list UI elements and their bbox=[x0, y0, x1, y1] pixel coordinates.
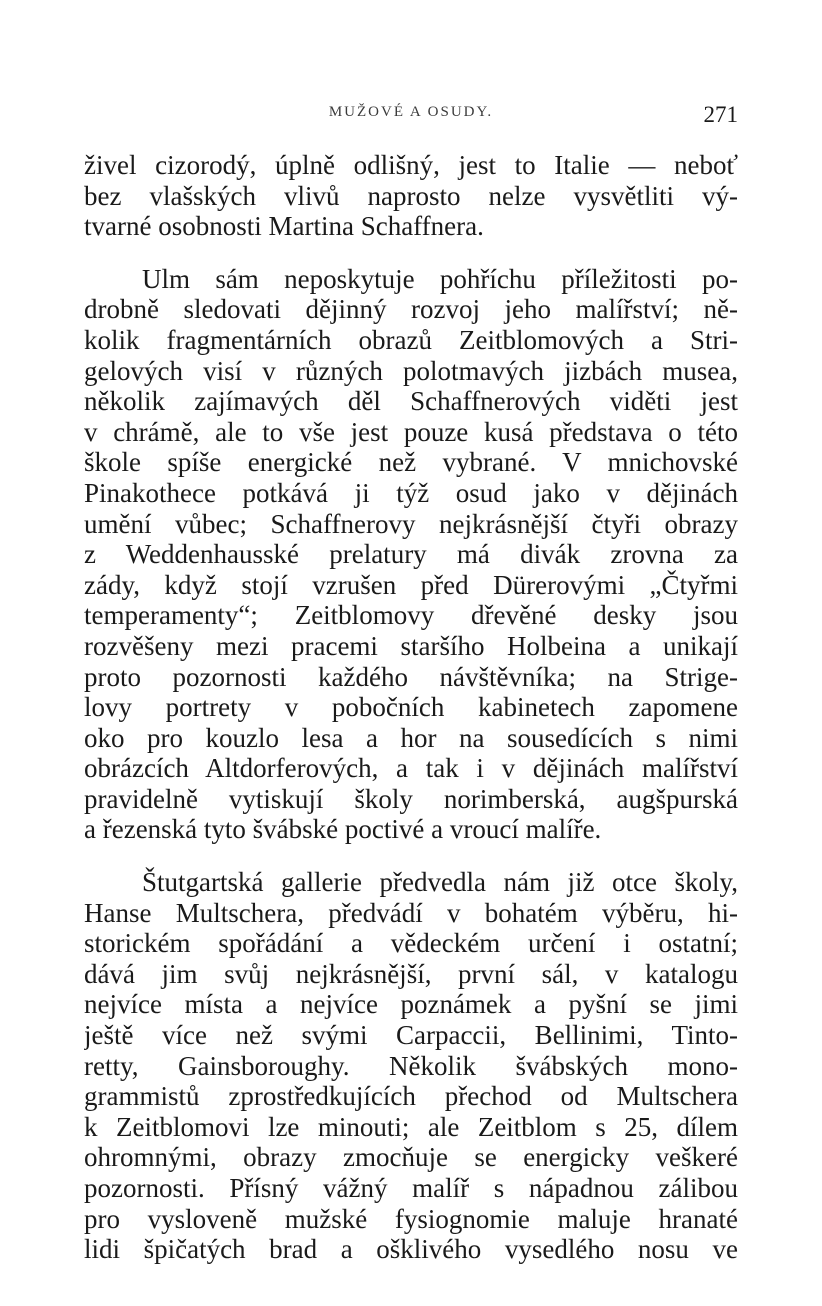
text-line: bez vlašských vlivů naprosto nelze vysvětliti vý- bbox=[84, 180, 738, 211]
text-line: drobně sledovati dějinný rozvoj jeho malířství; ně- bbox=[84, 294, 738, 325]
text-line: z Weddenhausské prelatury má divák zrovna za bbox=[84, 539, 738, 570]
text-line: škole spíše energické než vybrané. V mnichovské bbox=[84, 447, 738, 478]
text-line: v chrámě, ale to vše jest pouze kusá představa o této bbox=[84, 416, 738, 447]
text-line: obrázcích Altdorferových, a tak i v dějinách malířství bbox=[84, 753, 738, 784]
text-line: grammistů zprostředkujících přechod od Multschera bbox=[84, 1081, 738, 1112]
text-line: zády, když stojí vzrušen před Dürerovými „Čtyřmi bbox=[84, 569, 738, 600]
text-line: temperamenty“; Zeitblomovy dřevěné desky jsou bbox=[84, 600, 738, 631]
text-line: oko pro kouzlo lesa a hor na sousedících s nimi bbox=[84, 722, 738, 753]
text-line: kolik fragmentárních obrazů Zeitblomových a Stri- bbox=[84, 324, 738, 355]
text-line: dává jim svůj nejkrásnější, první sál, v katalogu bbox=[84, 958, 738, 989]
text-line: ohromnými, obrazy zmocňuje se energicky veškeré bbox=[84, 1142, 738, 1173]
text-line: lovy portrety v pobočních kabinetech zapomene bbox=[84, 692, 738, 723]
text-line: storickém spořádání a vědeckém určení i ostatní; bbox=[84, 928, 738, 959]
text-line: lidi špičatých brad a ošklivého vysedlého nosu ve bbox=[84, 1234, 738, 1265]
page-number: 271 bbox=[703, 102, 738, 127]
text-line: Pinakothece potkává ji týž osud jako v dějinách bbox=[84, 477, 738, 508]
paragraph-1 bbox=[84, 150, 738, 242]
text-line: retty, Gainsboroughy. Několik švábských mono- bbox=[84, 1050, 738, 1081]
text-line: rozvěšeny mezi pracemi staršího Holbeina a unikají bbox=[84, 630, 738, 661]
text-line: Hanse Multschera, předvádí v bohatém výběru, hi- bbox=[84, 897, 738, 928]
text-line: tvarné osobnosti Martina Schaffnera. bbox=[84, 211, 484, 242]
text-line: k Zeitblomovi lze minouti; ale Zeitblom s 25, dílem bbox=[84, 1111, 738, 1142]
text-line: pro vysloveně mužské fysiognomie maluje hranaté bbox=[84, 1203, 738, 1234]
text-line: nejvíce místa a nejvíce poznámek a pyšní se jimi bbox=[84, 989, 738, 1020]
running-head bbox=[84, 98, 738, 132]
paragraph-3 bbox=[84, 867, 738, 1265]
text-line: umění vůbec; Schaffnerovy nejkrásnější čtyři obrazy bbox=[84, 508, 738, 539]
text-line: Ulm sám neposkytuje pohříchu příležitosti po- bbox=[142, 263, 738, 294]
text-line: pravidelně vytiskují školy norimberská, augšpurská bbox=[84, 783, 738, 814]
body-text bbox=[84, 150, 738, 1265]
text-line: a řezenská tyto švábské poctivé a vroucí malíře. bbox=[84, 814, 602, 845]
text-line: několik zajímavých děl Schaffnerových viděti jest bbox=[84, 386, 738, 417]
running-title: MUŽOVÉ A OSUDY. bbox=[328, 104, 494, 120]
text-line: živel cizorodý, úplně odlišný, jest to Italie — neboť bbox=[84, 150, 738, 180]
text-line: ještě více než svými Carpaccii, Bellinimi, Tinto- bbox=[84, 1020, 738, 1051]
text-line: pozornosti. Přísný vážný malíř s nápadnou zálibou bbox=[84, 1173, 738, 1203]
text-line: gelových visí v různých polotmavých jizbách musea, bbox=[84, 355, 738, 386]
text-line: proto pozornosti každého návštěvníka; na Strige- bbox=[84, 661, 738, 692]
text-line: Štutgartská gallerie předvedla nám již otce školy, bbox=[142, 867, 738, 898]
paragraph-2 bbox=[84, 264, 738, 845]
